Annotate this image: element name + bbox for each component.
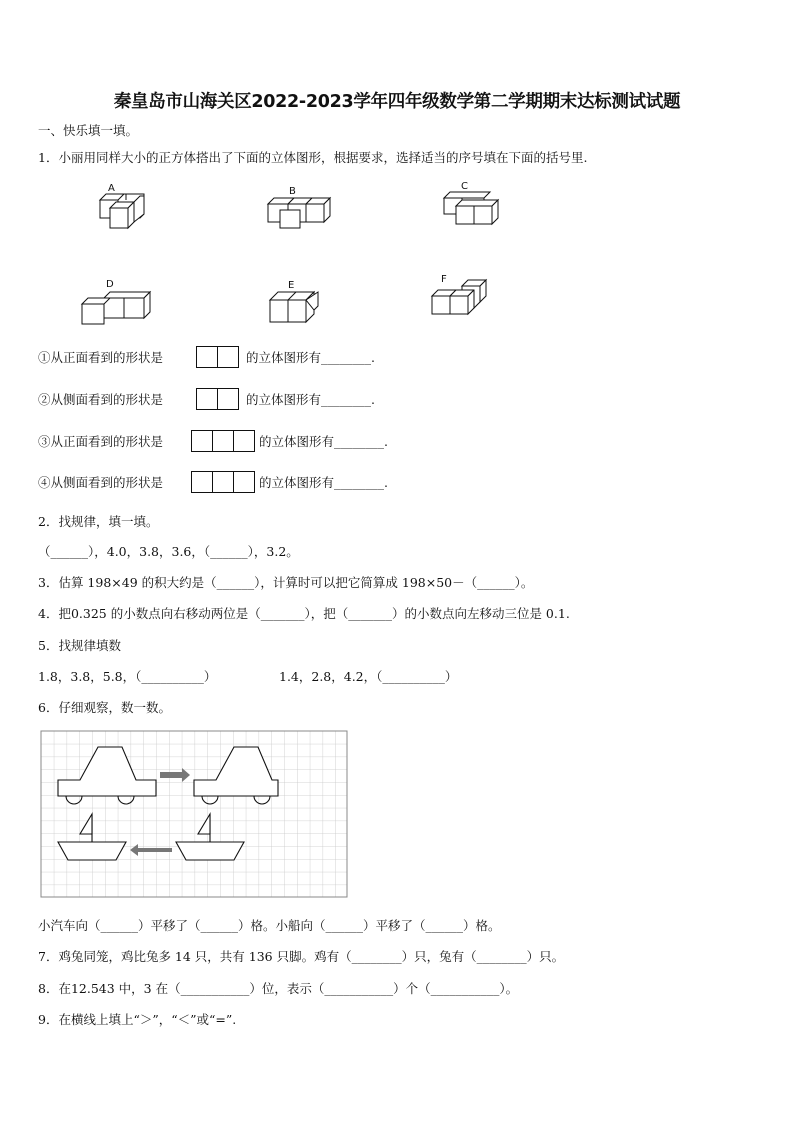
cube-figure-c — [442, 192, 502, 228]
cube-figure-a — [98, 194, 148, 234]
translation-grid-figure — [40, 730, 348, 898]
question-8: 8．在12.543 中，3 在（___________）位，表示（___________）个（___________）。 — [38, 981, 519, 996]
question-4: 4．把0.325 的小数点向右移动两位是（_______），把（_______）的小数点向左移动三位是 0.1. — [38, 606, 570, 621]
view-shape-3 — [191, 430, 255, 452]
question-3: 3．估算 198×49 的积大约是（______），计算时可以把它简算成 198×50－（______）。 — [38, 575, 534, 590]
figure-label-f: F — [441, 274, 447, 285]
question-7: 7．鸡兔同笼，鸡比兔多 14 只，共有 136 只脚。鸡有（________）只，兔有（________）只。 — [38, 949, 565, 964]
subquestion-2-prefix: ②从侧面看到的形状是 — [38, 392, 164, 407]
question-6-stem: 6．仔细观察，数一数。 — [38, 700, 171, 715]
cube-figure-f — [430, 278, 490, 318]
question-5-left: 1.8，3.8，5.8，（__________） — [38, 669, 217, 684]
figure-label-e: E — [288, 280, 295, 291]
question-1-stem: 1．小丽用同样大小的正方体搭出了下面的立体图形，根据要求，选择适当的序号填在下面的括号里. — [38, 150, 588, 165]
subquestion-4-prefix: ④从侧面看到的形状是 — [38, 475, 164, 490]
view-shape-2 — [196, 388, 239, 410]
question-5-right: 1.4，2.8，4.2，（__________） — [279, 669, 458, 684]
question-2-stem: 2．找规律，填一填。 — [38, 514, 159, 529]
cube-figure-b — [268, 198, 332, 230]
figure-label-a: A — [108, 183, 115, 194]
question-5-stem: 5．找规律填数 — [38, 638, 121, 653]
question-9: 9．在横线上填上“＞”，“＜”或“=”. — [38, 1012, 237, 1027]
figure-label-b: B — [289, 186, 296, 197]
subquestion-4-suffix: 的立体图形有________. — [259, 475, 388, 490]
section-heading: 一、快乐填一填。 — [38, 123, 139, 138]
page-title: 秦皇岛市山海关区2022-2023学年四年级数学第二学期期末达标测试试题 — [113, 92, 681, 112]
figure-label-d: D — [106, 279, 114, 290]
subquestion-2-suffix: 的立体图形有________. — [246, 392, 375, 407]
subquestion-1-prefix: ①从正面看到的形状是 — [38, 350, 164, 365]
figure-label-c: C — [461, 181, 468, 192]
question-2-line: （______），4.0，3.8，3.6，（______），3.2。 — [38, 544, 299, 559]
subquestion-3-suffix: 的立体图形有________. — [259, 434, 388, 449]
view-shape-4 — [191, 471, 255, 493]
subquestion-3-prefix: ③从正面看到的形状是 — [38, 434, 164, 449]
view-shape-1 — [196, 346, 239, 368]
subquestion-1-suffix: 的立体图形有________. — [246, 350, 375, 365]
cube-figure-d — [80, 290, 152, 326]
cube-figure-e — [268, 290, 322, 324]
question-6-answer: 小汽车向（______）平移了（______）格。小船向（______）平移了（______）格。 — [38, 918, 501, 933]
